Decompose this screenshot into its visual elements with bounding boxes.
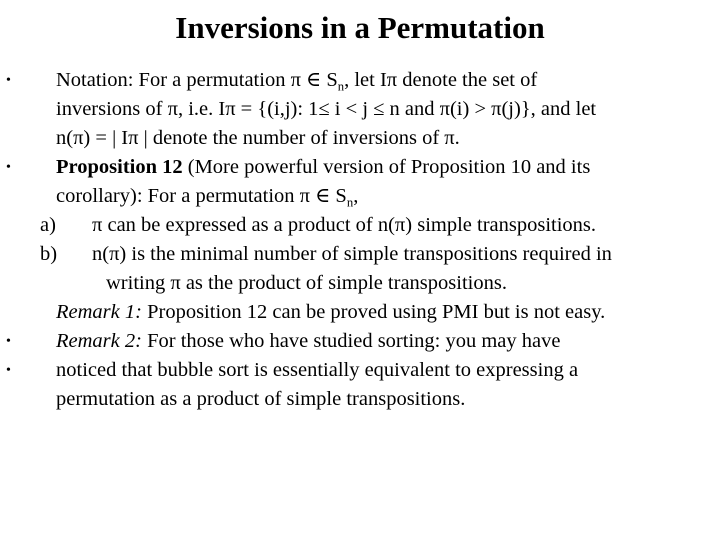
- notation-text: Notation: For a permutation π ∈ S: [56, 69, 338, 91]
- remark-1-text: Proposition 12 can be proved using PMI but is not easy.: [141, 301, 606, 323]
- notation-line-2: inversions of π, i.e. Iπ = {(i,j): 1≤ i < j ≤ n and π(i) > π(j)}, and let: [56, 98, 597, 120]
- proposition-text: (More powerful version of Proposition 10 and its: [182, 156, 591, 178]
- proposition-text: ,: [353, 185, 359, 207]
- item-b-text: n(π) is the minimal number of simple transpositions required in: [92, 243, 612, 265]
- bullet-proposition: •: [6, 160, 11, 175]
- item-a-text: π can be expressed as a product of n(π) simple transpositions.: [92, 214, 597, 236]
- item-a-label: a): [40, 214, 56, 236]
- remark-2-line-1: [56, 327, 716, 356]
- bullet-remark-2: •: [6, 363, 11, 378]
- remark-1-line: [56, 298, 716, 327]
- bullet-notation: •: [6, 73, 11, 88]
- remark-2-line-3: permutation as a product of simple transpositions.: [56, 388, 466, 410]
- proposition-label: Proposition 12: [56, 156, 183, 178]
- proposition-item-a: [40, 211, 716, 240]
- slide-title: Inversions in a Permutation: [175, 10, 545, 45]
- remark-2-text: For those who have studied sorting: you may have: [141, 330, 561, 352]
- subscript-n: n: [346, 195, 354, 210]
- item-b-label: b): [40, 243, 58, 265]
- subscript-n: n: [337, 79, 345, 94]
- notation-text: , let Iπ denote the set of: [344, 69, 538, 91]
- proposition-line-1: [56, 153, 716, 182]
- bullet-remark-1: •: [6, 334, 11, 349]
- notation-line-1: [56, 66, 716, 95]
- remark-1-label: Remark 1:: [56, 301, 142, 323]
- proposition-item-b-continued: writing π as the product of simple transpositions.: [106, 272, 507, 294]
- proposition-line-2: [56, 182, 716, 211]
- bullet-list-text: [40, 66, 716, 414]
- remark-2-line-2: noticed that bubble sort is essentially equivalent to expressing a: [56, 359, 579, 381]
- remark-2-label: Remark 2:: [56, 330, 142, 352]
- proposition-item-b: [40, 240, 716, 269]
- proposition-text: corollary): For a permutation π ∈ S: [56, 185, 347, 207]
- notation-line-3: n(π) = | Iπ | denote the number of inversions of π.: [56, 127, 460, 149]
